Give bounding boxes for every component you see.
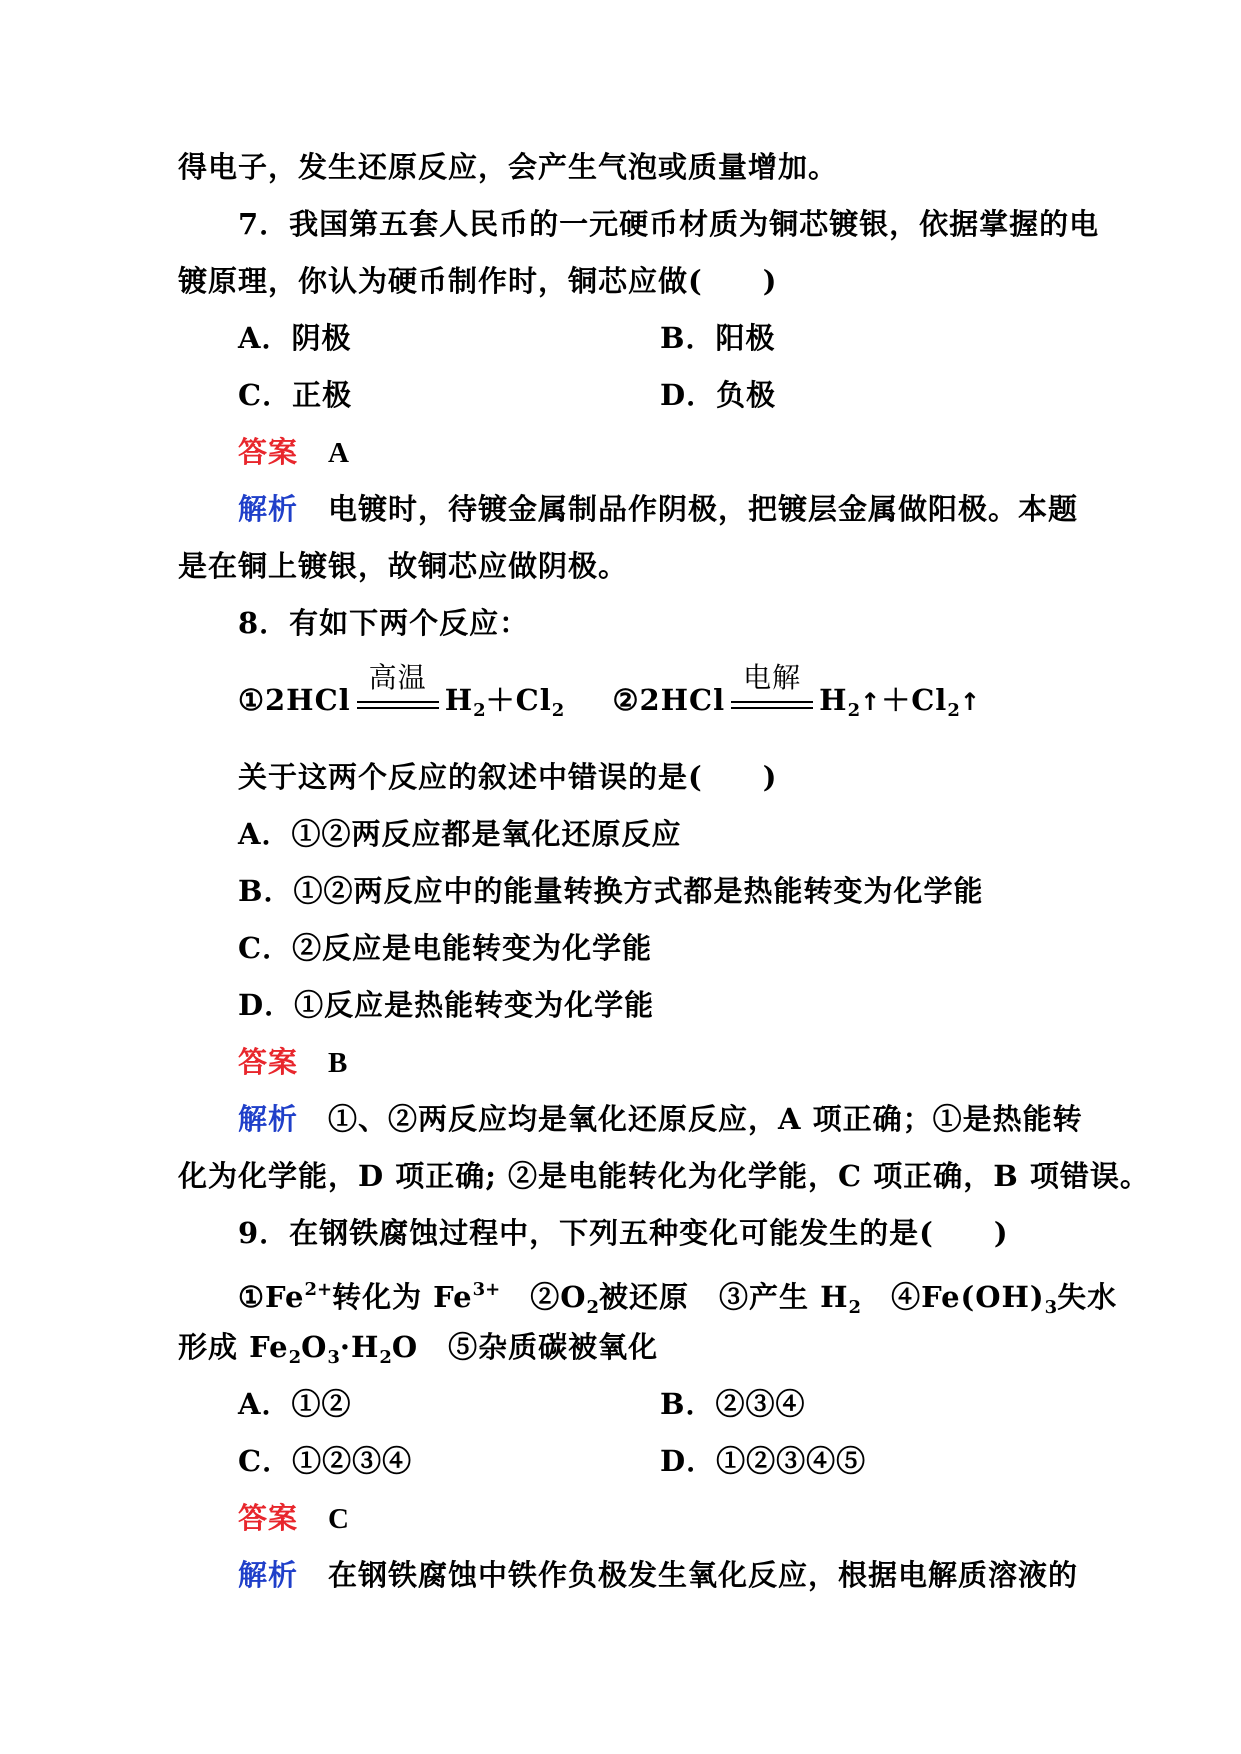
q7-answer-value: A (328, 437, 350, 469)
q8-answer-value: B (328, 1047, 349, 1079)
q7-option-d-text: D．负极 (660, 378, 777, 412)
eq2-plus-cl: ＋Cl (881, 683, 948, 717)
q8-option-d (238, 985, 654, 1025)
q9-answer (238, 1498, 350, 1539)
q8-answer (238, 1042, 348, 1083)
q8-stem (238, 603, 529, 643)
eq2-reactant: ②2HCl (612, 683, 726, 717)
q9-item-text: 失水 (1057, 1280, 1118, 1314)
eq2-sub-b: 2 (947, 700, 960, 721)
eq1-plus-cl: ＋Cl (485, 683, 552, 717)
eq2-condition: 电解 (743, 661, 802, 694)
q8-question-text: 关于这两个反应的叙述中错误的是( ) (238, 760, 778, 794)
eq2-sub-a: 2 (847, 700, 861, 721)
q7-option-c (238, 375, 352, 415)
q8-option-c (238, 928, 652, 968)
eq1-sub-b: 2 (551, 700, 565, 721)
q9-item-text: O ⑤杂质碳被氧化 (391, 1330, 659, 1364)
q9-option-b-text: B．②③④ (660, 1387, 806, 1421)
q9-item-text: 被还原 ③产生 H (599, 1280, 849, 1314)
q9-items-line1 (238, 1270, 1117, 1328)
q9-item-text: ②O (500, 1280, 587, 1314)
q9-sub: 2 (586, 1297, 600, 1318)
eq1-sub-a: 2 (473, 700, 486, 721)
q7-option-d (660, 375, 776, 415)
paragraph-intro (178, 147, 1063, 187)
eq1-condition: 高温 (368, 661, 427, 694)
q7-stem-line2 (178, 261, 1063, 301)
q7-option-a (238, 318, 352, 358)
q9-stem (238, 1213, 1009, 1253)
q8-option-b-text: B．①②两反应中的能量转换方式都是热能转变为化学能 (238, 874, 984, 908)
q9-item-text: ④Fe(OH) (861, 1280, 1045, 1314)
q7-analysis-text-2: 是在铜上镀银，故铜芯应做阴极。 (178, 549, 629, 583)
q8-option-d-text: D．①反应是热能转变为化学能 (238, 988, 655, 1022)
q7-analysis-text-1: 电镀时，待镀金属制品作阴极，把镀层金属做阳极。本题 (328, 492, 1079, 526)
q7-stem-line1 (238, 204, 1099, 244)
q9-items-line2 (178, 1327, 1063, 1378)
q9-sub: 2 (379, 1347, 392, 1368)
q9-sub: 3 (1044, 1297, 1058, 1318)
q8-analysis-line1 (238, 1099, 1083, 1139)
q7-option-a-text: A．阴极 (238, 321, 352, 355)
eq2-condition-sign (731, 661, 813, 720)
q8-analysis-text-1: ①、②两反应均是氧化还原反应，A 项正确；①是热能转 (328, 1102, 1083, 1136)
q9-option-a (238, 1384, 352, 1424)
up-arrow-icon: ↑ (860, 688, 882, 716)
q8-analysis-label: 解析 (238, 1102, 299, 1136)
eq1-condition-sign (357, 661, 439, 720)
q9-stem-text: 9．在钢铁腐蚀过程中，下列五种变化可能发生的是( ) (238, 1216, 1009, 1250)
q8-answer-label: 答案 (238, 1045, 299, 1079)
q8-option-c-text: C．②反应是电能转变为化学能 (238, 931, 653, 965)
q8-analysis-text-2: 化为化学能，D 项正确; ②是电能转化为化学能，C 项正确，B 项错误。 (178, 1159, 1150, 1193)
q7-analysis-line2 (178, 546, 1063, 586)
q7-option-b (660, 318, 776, 358)
q9-option-d (660, 1441, 866, 1481)
q9-answer-label: 答案 (238, 1501, 299, 1535)
q9-item-text: ·H (339, 1330, 380, 1364)
q9-item-text: ①Fe (238, 1280, 305, 1314)
eq2-h: H (819, 683, 848, 717)
q7-answer-label: 答案 (238, 435, 299, 469)
q9-option-c (238, 1441, 412, 1481)
q9-sub: 3 (327, 1347, 340, 1368)
q9-item-text: 形成 Fe (178, 1330, 289, 1364)
q7-stem-text-1: 7．我国第五套人民币的一元硬币材质为铜芯镀银，依据掌握的电 (238, 207, 1100, 241)
q8-option-a (238, 814, 682, 854)
q9-option-c-text: C．①②③④ (238, 1444, 413, 1478)
eq1-h: H (444, 683, 474, 717)
q9-item-text: 转化为 Fe (332, 1280, 473, 1314)
q9-analysis-line1 (238, 1555, 1078, 1595)
intro-text: 得电子，发生还原反应，会产生气泡或质量增加。 (178, 150, 839, 184)
q9-option-b (660, 1384, 806, 1424)
q9-analysis-text-1: 在钢铁腐蚀中铁作负极发生氧化反应，根据电解质溶液的 (328, 1558, 1079, 1592)
q9-sub: 2 (288, 1347, 302, 1368)
q9-option-d-text: D．①②③④⑤ (660, 1444, 867, 1478)
q9-sup: 3+ (472, 1279, 501, 1300)
q9-option-a-text: A．①② (238, 1387, 352, 1421)
q7-analysis-line1 (238, 489, 1078, 529)
q8-stem-text: 8．有如下两个反应： (238, 606, 530, 640)
q9-sup: 2+ (304, 1279, 333, 1300)
q9-analysis-label: 解析 (238, 1558, 299, 1592)
up-arrow-icon: ↑ (959, 688, 981, 716)
q7-option-b-text: B．阳极 (660, 321, 776, 355)
q8-equations (238, 661, 981, 731)
q9-sub: 2 (848, 1297, 862, 1318)
q8-question (238, 757, 777, 797)
q9-answer-value: C (328, 1503, 350, 1535)
q7-option-c-text: C．正极 (238, 378, 353, 412)
eq1-reactant: ①2HCl (238, 683, 351, 717)
q8-analysis-line2 (178, 1156, 1150, 1196)
q7-answer (238, 432, 350, 473)
q8-option-b (238, 871, 984, 911)
q9-item-text: O (301, 1330, 328, 1364)
q7-stem-text-2: 镀原理，你认为硬币制作时，铜芯应做( ) (178, 264, 778, 298)
q8-option-a-text: A．①②两反应都是氧化还原反应 (238, 817, 682, 851)
q7-analysis-label: 解析 (238, 492, 299, 526)
